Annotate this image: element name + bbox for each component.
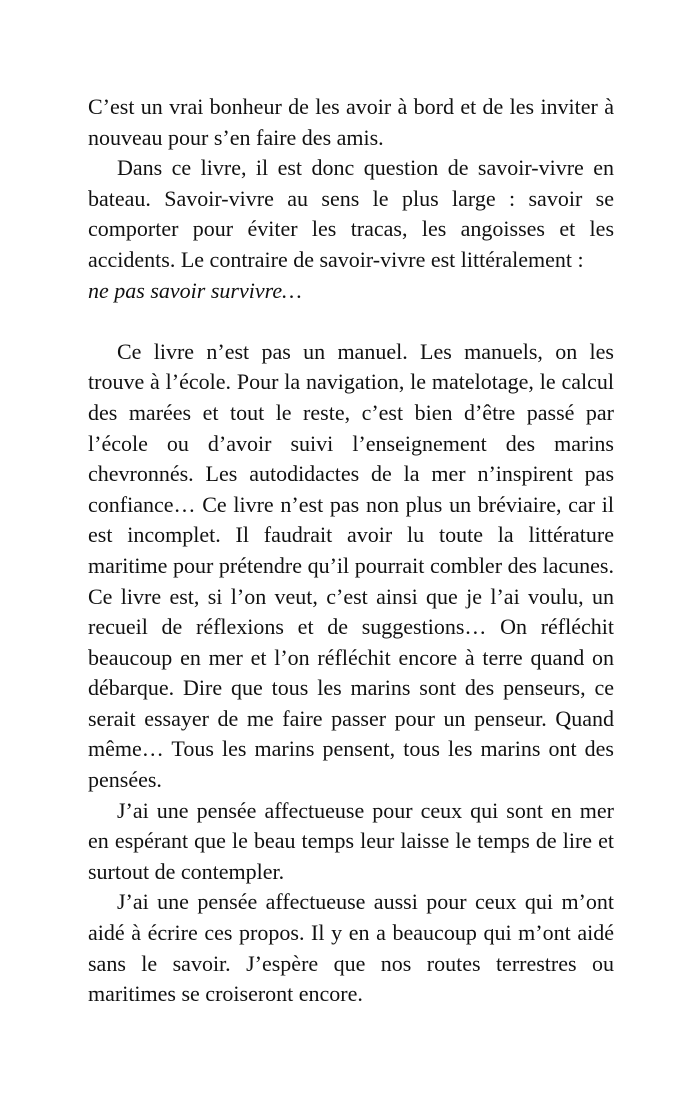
paragraph-1-text: C’est un vrai bonheur de les avoir à bord et de les inviter à nouveau pour s’en faire des amis. <box>88 94 614 150</box>
paragraph-spacer <box>88 306 614 337</box>
paragraph-5-text: J’ai une pensée affectueuse aussi pour ceux qui m’ont aidé à écrire ces propos. Il y en a beaucoup qui m’ont aidé sans le savoir. J’espère que nos routes terrestres ou maritimes se croiseront encore. <box>88 889 614 1007</box>
paragraph-2 <box>88 153 614 306</box>
document-page <box>88 92 614 1010</box>
paragraph-2-italic-tail: ne pas savoir survivre… <box>88 277 302 303</box>
paragraph-5 <box>88 887 614 1009</box>
paragraph-4-text: J’ai une pensée affectueuse pour ceux qui sont en mer en espérant que le beau temps leur laisse le temps de lire et surtout de contempler. <box>88 797 614 884</box>
paragraph-2-text: Dans ce livre, il est donc question de savoir-vivre en bateau. Savoir-vivre au sens le plus large : savoir se comporter pour éviter les tracas, les angoisses et les accidents. Le contraire de savoir-vivre est littéralement : <box>88 155 614 272</box>
paragraph-1 <box>88 92 614 153</box>
paragraph-3-text: Ce livre n’est pas un manuel. Les manuels, on les trouve à l’école. Pour la navigation, le matelotage, le calcul des marées et tout le reste, c’est bien d’être passé par l’école ou d’avoir suivi l’enseignement des marins chevronnés. Les autodidactes de la mer n’inspirent pas confiance… Ce livre n’est pas non plus un bréviaire, car il est incomplet. Il faudrait avoir lu toute la littérature maritime pour prétendre qu’il pourrait combler des lacunes. Ce livre est, si l’on veut, c’est ainsi que je l’ai voulu, un recueil de réflexions et de suggestions… On réfléchit beaucoup en mer et l’on réfléchit encore à terre quand on débarque. Dire que tous les marins sont des penseurs, ce serait essayer de me faire passer pour un penseur. Quand même… Tous les marins pensent, tous les marins ont des pensées. <box>88 338 614 793</box>
paragraph-4 <box>88 796 614 888</box>
paragraph-3 <box>88 337 614 796</box>
